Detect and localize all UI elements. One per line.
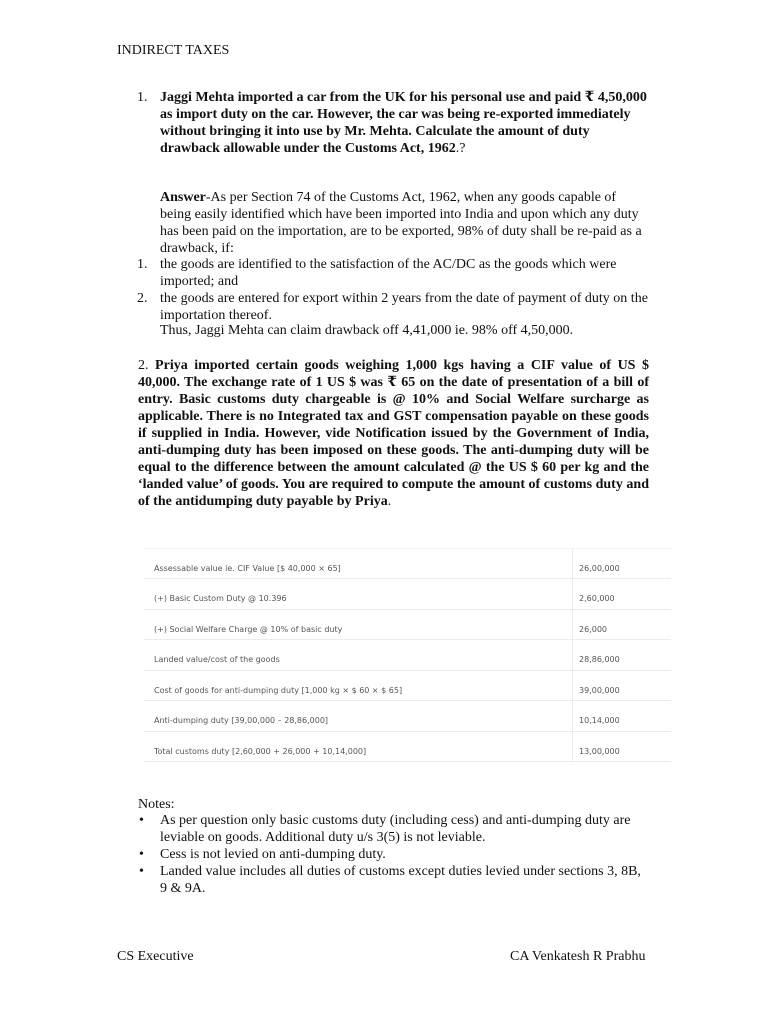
table-cell-amount: 10,14,000	[579, 716, 620, 725]
answer-1-conclusion: Thus, Jaggi Mehta can claim drawback off 4,41,000 ie. 98% off 4,50,000.	[160, 323, 574, 338]
condition-item	[137, 256, 650, 290]
table-cell-label: Cost of goods for anti-dumping duty [1,000 kg × $ 60 × $ 65]	[154, 686, 403, 695]
answer-label: Answer	[160, 190, 206, 205]
table-cell-label: (+) Social Welfare Charge @ 10% of basic duty	[154, 625, 343, 634]
footer-author: CA Venkatesh R Prabhu	[510, 949, 646, 964]
note-item	[137, 846, 650, 863]
question-2-tail: .	[387, 494, 392, 509]
notes-title: Notes:	[138, 797, 175, 812]
table-row	[144, 670, 671, 700]
bullet-icon: •	[139, 813, 144, 828]
question-1	[137, 89, 649, 157]
question-1-number: 1.	[137, 90, 148, 105]
bullet-icon: •	[139, 847, 144, 862]
table-cell-amount: 2,60,000	[579, 594, 615, 603]
table-row	[144, 731, 671, 761]
table-cell-label: (+) Basic Custom Duty @ 10.396	[154, 594, 287, 603]
note-text: Landed value includes all duties of customs except duties levied under sections 3, 8B, 9 & 9A.	[160, 864, 641, 896]
bullet-icon: •	[139, 864, 144, 879]
table-cell-label: Anti-dumping duty [39,00,000 – 28,86,000]	[154, 716, 329, 725]
table-row	[144, 639, 671, 669]
answer-1-text: -As per Section 74 of the Customs Act, 1962, when any goods capable of being easily identified which have been imported into India and upon which any duty has been paid on the importation, are to be exported, 98% of duty shall be re-paid as a drawback, if:	[160, 190, 642, 256]
condition-number: 1.	[137, 257, 148, 272]
note-text: As per question only basic customs duty (including cess) and anti-dumping duty are leviable on goods. Additional duty u/s 3(5) is not leviable.	[160, 813, 631, 845]
condition-text: the goods are identified to the satisfaction of the AC/DC as the goods which were imported; and	[160, 257, 617, 289]
question-2-number: 2.	[138, 358, 149, 373]
footer-course: CS Executive	[117, 949, 194, 964]
table-cell-label: Total customs duty [2,60,000 + 26,000 + 10,14,000]	[154, 747, 367, 756]
table-bottom-border	[144, 761, 671, 762]
page-header-title: INDIRECT TAXES	[117, 43, 230, 58]
condition-text: the goods are entered for export within 2 years from the date of payment of duty on the importation thereof.	[160, 291, 648, 323]
table-cell-label: Landed value/cost of the goods	[154, 655, 280, 664]
question-2-text: Priya imported certain goods weighing 1,000 kgs having a CIF value of US $ 40,000. The exchange rate of 1 US $ was ₹ 65 on the date of presentation of a bill of entry. Basic customs duty chargeable is @ 10% and Social Welfare surcharge as applicable. There is no Integrated tax and GST compensation payable on these goods if supplied in India. However, vide Notification issued by the Government of India, anti-dumping duty has been imposed on these goods. The anti-dumping duty will be equal to the difference between the amount calculated @ the US $ 60 per kg and the ‘landed value’ of goods. You are required to compute the amount of customs duty and of the antidumping duty payable by Priya	[138, 358, 650, 509]
note-item	[137, 812, 650, 846]
condition-item	[137, 290, 650, 324]
table-cell-amount: 26,000	[579, 625, 607, 634]
table-cell-amount: 39,00,000	[579, 686, 620, 695]
condition-number: 2.	[137, 291, 148, 306]
table-row	[144, 700, 671, 730]
table-cell-amount: 28,86,000	[579, 655, 620, 664]
answer-1-paragraph	[160, 189, 650, 257]
table-cell-amount: 13,00,000	[579, 747, 620, 756]
note-item	[137, 863, 650, 897]
table-row	[144, 578, 671, 608]
question-2	[138, 357, 649, 510]
question-1-tail: .?	[455, 141, 466, 156]
table-row	[144, 548, 671, 578]
note-text: Cess is not levied on anti-dumping duty.	[160, 847, 386, 862]
question-1-text: Jaggi Mehta imported a car from the UK for his personal use and paid ₹ 4,50,000 as import duty on the car. However, the car was being re-exported immediately without bringing it into use by Mr. Mehta. Calculate the amount of duty drawback allowable under the Customs Act, 1962	[160, 90, 647, 156]
computation-table	[144, 548, 671, 762]
table-cell-amount: 26,00,000	[579, 564, 620, 573]
table-row	[144, 609, 671, 639]
table-cell-label: Assessable value ie. CIF Value [$ 40,000 × 65]	[154, 564, 341, 573]
